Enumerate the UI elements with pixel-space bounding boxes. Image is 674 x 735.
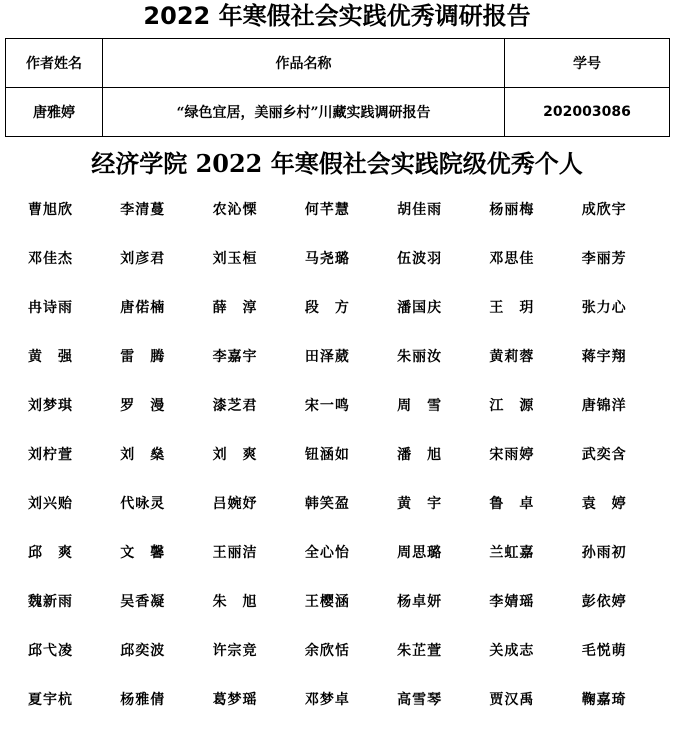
individual-name: 魏新雨 <box>28 594 73 610</box>
individual-name: 伍波羽 <box>397 251 443 267</box>
individual-name: 曹旭欣 <box>28 202 73 218</box>
header-work: 作品名称 <box>103 39 505 88</box>
individual-name: 邓梦卓 <box>304 692 350 708</box>
individual-name: 杨丽梅 <box>489 202 535 218</box>
individual-name: 黄莉蓉 <box>489 349 535 365</box>
individual-name: 何芊慧 <box>304 202 350 218</box>
individual-name: 邓佳杰 <box>28 251 73 267</box>
individual-name: 许宗竞 <box>212 643 258 659</box>
individual-name: 刘 爽 <box>212 447 258 463</box>
individual-name: 宋雨婷 <box>489 447 535 463</box>
name-row <box>28 539 674 588</box>
individual-name: 薛 淳 <box>212 300 258 316</box>
report-table <box>5 38 670 137</box>
individual-name: 兰虹嘉 <box>489 545 535 561</box>
individual-name: 周 雪 <box>397 398 443 414</box>
name-row <box>28 441 674 490</box>
individual-name: 文 馨 <box>120 545 166 561</box>
individual-name: 漆芝君 <box>212 398 258 414</box>
individual-name: 胡佳雨 <box>397 202 443 218</box>
individual-name: 冉诗雨 <box>28 300 73 316</box>
individual-name: 高雪琴 <box>397 692 443 708</box>
individual-name: 农沁慄 <box>212 202 258 218</box>
individual-name: 余欣恬 <box>304 643 350 659</box>
individual-name: 李婧瑶 <box>489 594 535 610</box>
individual-name: 毛悦萌 <box>581 643 627 659</box>
header-author: 作者姓名 <box>6 39 103 88</box>
individual-name: 蒋宇翔 <box>581 349 627 365</box>
cell-work: “绿色宜居，美丽乡村”川藏实践调研报告 <box>103 88 505 137</box>
individual-name: 刘彦君 <box>120 251 166 267</box>
individual-name: 葛梦瑶 <box>212 692 258 708</box>
individual-name: 朱芷萱 <box>397 643 443 659</box>
individual-name: 邱弋凌 <box>28 643 73 659</box>
individual-name: 黄 宇 <box>397 496 443 512</box>
individual-name: 宋一鸣 <box>304 398 350 414</box>
individual-name: 关成志 <box>489 643 535 659</box>
individual-name: 李清蔓 <box>120 202 166 218</box>
individual-name: 朱丽汝 <box>397 349 443 365</box>
individual-name: 彭依婷 <box>581 594 627 610</box>
individual-name: 江 源 <box>489 398 535 414</box>
individual-name: 武奕含 <box>581 447 627 463</box>
individual-name-grid <box>28 196 674 735</box>
table-row <box>6 88 670 137</box>
report-title: 2022 年寒假社会实践优秀调研报告 <box>143 2 531 30</box>
individual-name: 刘 燊 <box>120 447 166 463</box>
name-row <box>28 294 674 343</box>
individual-name: 王 玥 <box>489 300 535 316</box>
individual-name: 夏宇杭 <box>28 692 73 708</box>
individual-name: 田泽葳 <box>304 349 350 365</box>
individual-name: 杨雅倩 <box>120 692 166 708</box>
individual-name: 李嘉宇 <box>212 349 258 365</box>
individual-name: 李丽芳 <box>581 251 627 267</box>
individual-name: 鲁 卓 <box>489 496 535 512</box>
individual-name: 王丽洁 <box>212 545 258 561</box>
individual-name: 罗 漫 <box>120 398 166 414</box>
individual-name: 邱 爽 <box>28 545 73 561</box>
name-row <box>28 490 674 539</box>
table-header-row <box>6 39 670 88</box>
cell-author: 唐雅婷 <box>6 88 103 137</box>
individual-name: 吕婉妤 <box>212 496 258 512</box>
name-row <box>28 588 674 637</box>
individual-name: 黄 强 <box>28 349 73 365</box>
individual-name: 雷 腾 <box>120 349 166 365</box>
individual-name: 鞠嘉琦 <box>581 692 627 708</box>
individual-name: 代咏灵 <box>120 496 166 512</box>
individual-name: 吴香凝 <box>120 594 166 610</box>
individual-name: 杨卓妍 <box>397 594 443 610</box>
name-row <box>28 196 674 245</box>
individual-name: 马尧璐 <box>304 251 350 267</box>
individual-name: 刘兴贻 <box>28 496 73 512</box>
name-row <box>28 637 674 686</box>
individual-name: 刘玉桓 <box>212 251 258 267</box>
individual-name: 钮涵如 <box>304 447 350 463</box>
individual-name: 袁 婷 <box>581 496 627 512</box>
individual-name: 周思璐 <box>397 545 443 561</box>
individual-name: 刘梦琪 <box>28 398 73 414</box>
individual-name: 朱 旭 <box>212 594 258 610</box>
individual-name: 贾汉禹 <box>489 692 535 708</box>
individual-name: 唐偌楠 <box>120 300 166 316</box>
individual-name: 唐锦洋 <box>581 398 627 414</box>
name-row <box>28 343 674 392</box>
name-row <box>28 392 674 441</box>
individual-name: 张力心 <box>581 300 627 316</box>
individual-name: 成欣宇 <box>581 202 627 218</box>
individual-name: 段 方 <box>304 300 350 316</box>
header-student-id: 学号 <box>505 39 670 88</box>
cell-student-id: 202003086 <box>505 88 670 137</box>
individual-title: 经济学院 2022 年寒假社会实践院级优秀个人 <box>91 149 583 178</box>
individual-name: 韩笑盈 <box>304 496 350 512</box>
individual-name: 潘国庆 <box>397 300 443 316</box>
individual-name: 邓思佳 <box>489 251 535 267</box>
individual-name: 孙雨初 <box>581 545 627 561</box>
name-row <box>28 686 674 735</box>
individual-name: 邱奕波 <box>120 643 166 659</box>
individual-name: 王樱涵 <box>304 594 350 610</box>
individual-name: 刘柠萱 <box>28 447 73 463</box>
individual-name: 全心怡 <box>304 545 350 561</box>
individual-name: 潘 旭 <box>397 447 443 463</box>
name-row <box>28 245 674 294</box>
